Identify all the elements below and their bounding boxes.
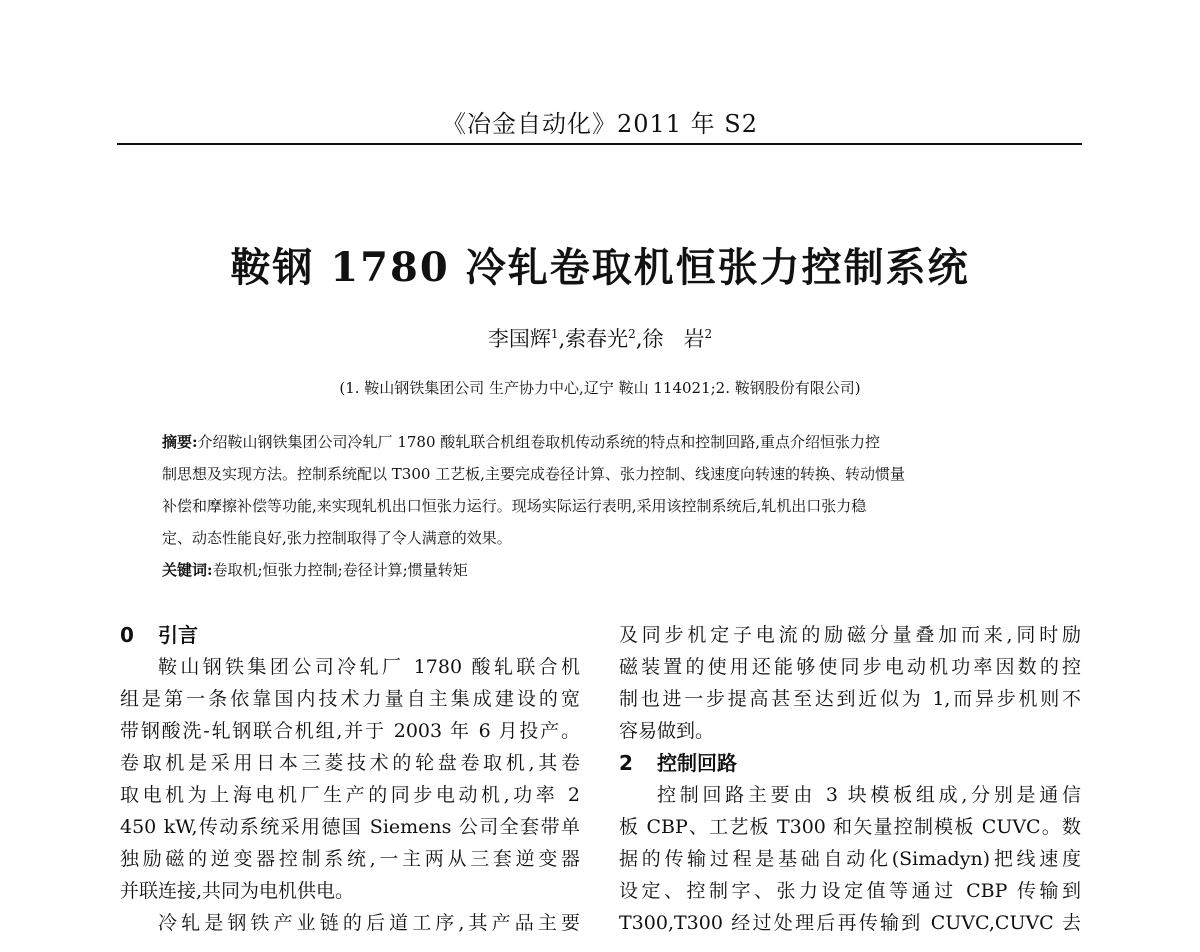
author-affiliation-mark: 1 bbox=[550, 327, 559, 341]
affiliation: (1. 鞍山钢铁集团公司 生产协力中心,辽宁 鞍山 114021;2. 鞍钢股份有限公司) bbox=[339, 379, 861, 397]
body-line: 制也进一步提高甚至达到近似为 1,而异步机则不 bbox=[619, 688, 1081, 710]
author-affiliation-mark: 2 bbox=[628, 327, 636, 341]
left-column bbox=[120, 619, 580, 939]
body-line: 组是第一条依靠国内技术力量自主集成建设的宽 bbox=[120, 688, 580, 710]
body-line: 带钢酸洗-轧钢联合机组,并于 2003 年 6 月投产。 bbox=[120, 720, 580, 742]
section-number: 0 bbox=[120, 623, 134, 647]
body-line: 容易做到。 bbox=[619, 720, 715, 742]
author-name: 李国辉 bbox=[487, 327, 551, 351]
abstract-line bbox=[162, 426, 1042, 458]
body-line: 及同步机定子电流的励磁分量叠加而来,同时励 bbox=[619, 624, 1081, 646]
abstract-line: 补偿和摩擦补偿等功能,来实现轧机出口恒张力运行。现场实际运行表明,采用该控制系统后,轧机出口张力稳 bbox=[162, 497, 867, 515]
journal-header: 《冶金自动化》2011 年 S2 bbox=[441, 110, 759, 138]
keywords-label: 关键词: bbox=[162, 561, 213, 579]
abstract-line: 定、动态性能良好,张力控制取得了令人满意的效果。 bbox=[162, 529, 512, 547]
body-line: 设定、控制字、张力设定值等通过 CBP 传输到 bbox=[619, 880, 1081, 902]
right-column bbox=[619, 619, 1081, 939]
section-title: 引言 bbox=[158, 623, 198, 647]
body-line: 控制回路主要由 3 块模板组成,分别是通信 bbox=[657, 784, 1081, 806]
section-title: 控制回路 bbox=[657, 751, 737, 775]
author-name: 徐 bbox=[642, 327, 664, 351]
abstract-line: 制思想及实现方法。控制系统配以 T300 工艺板,主要完成卷径计算、张力控制、线速度向转速的转换、转动惯量 bbox=[162, 465, 905, 483]
body-line: T300,T300 经过处理后再传输到 CUVC,CUVC 去 bbox=[619, 912, 1081, 934]
header-rule bbox=[117, 143, 1082, 145]
section-number: 2 bbox=[619, 751, 633, 775]
keywords-line bbox=[162, 554, 1042, 586]
body-line: 卷取机是采用日本三菱技术的轮盘卷取机,其卷 bbox=[120, 752, 580, 774]
body-line: 鞍山钢铁集团公司冷轧厂 1780 酸轧联合机 bbox=[158, 656, 580, 678]
author-name: 索春光 bbox=[565, 327, 629, 351]
body-line: 并联连接,共同为电机供电。 bbox=[120, 880, 355, 902]
body-line: 板 CBP、工艺板 T300 和矢量控制模板 CUVC。数 bbox=[619, 816, 1081, 838]
section-heading-control-loop bbox=[619, 747, 1081, 779]
author-name: 岩 bbox=[683, 327, 705, 351]
author-affiliation-mark: 2 bbox=[704, 327, 713, 341]
section-heading-introduction bbox=[120, 619, 580, 651]
keywords-text: 卷取机;恒张力控制;卷径计算;惯量转矩 bbox=[212, 561, 468, 579]
body-line: 冷轧是钢铁产业链的后道工序,其产品主要 bbox=[158, 912, 580, 934]
body-line: 450 kW,传动系统采用德国 Siemens 公司全套带单 bbox=[120, 816, 580, 838]
author-list: 李国辉$^1$,索春光$^2$,徐 岩$^2$ bbox=[487, 327, 713, 351]
paper-title: 鞍钢 1780 冷轧卷取机恒张力控制系统 bbox=[230, 244, 970, 291]
body-line: 独励磁的逆变器控制系统,一主两从三套逆变器 bbox=[120, 848, 580, 870]
abstract-label: 摘要: bbox=[162, 433, 198, 451]
body-line: 磁装置的使用还能够使同步电动机功率因数的控 bbox=[619, 656, 1081, 678]
body-line: 取电机为上海电机厂生产的同步电动机,功率 2 bbox=[120, 784, 580, 806]
abstract bbox=[162, 426, 1042, 586]
abstract-text: 介绍鞍山钢铁集团公司冷轧厂 1780 酸轧联合机组卷取机传动系统的特点和控制回路,重点介绍恒张力控 bbox=[197, 433, 881, 451]
body-line: 据的传输过程是基础自动化(Simadyn)把线速度 bbox=[619, 848, 1081, 870]
